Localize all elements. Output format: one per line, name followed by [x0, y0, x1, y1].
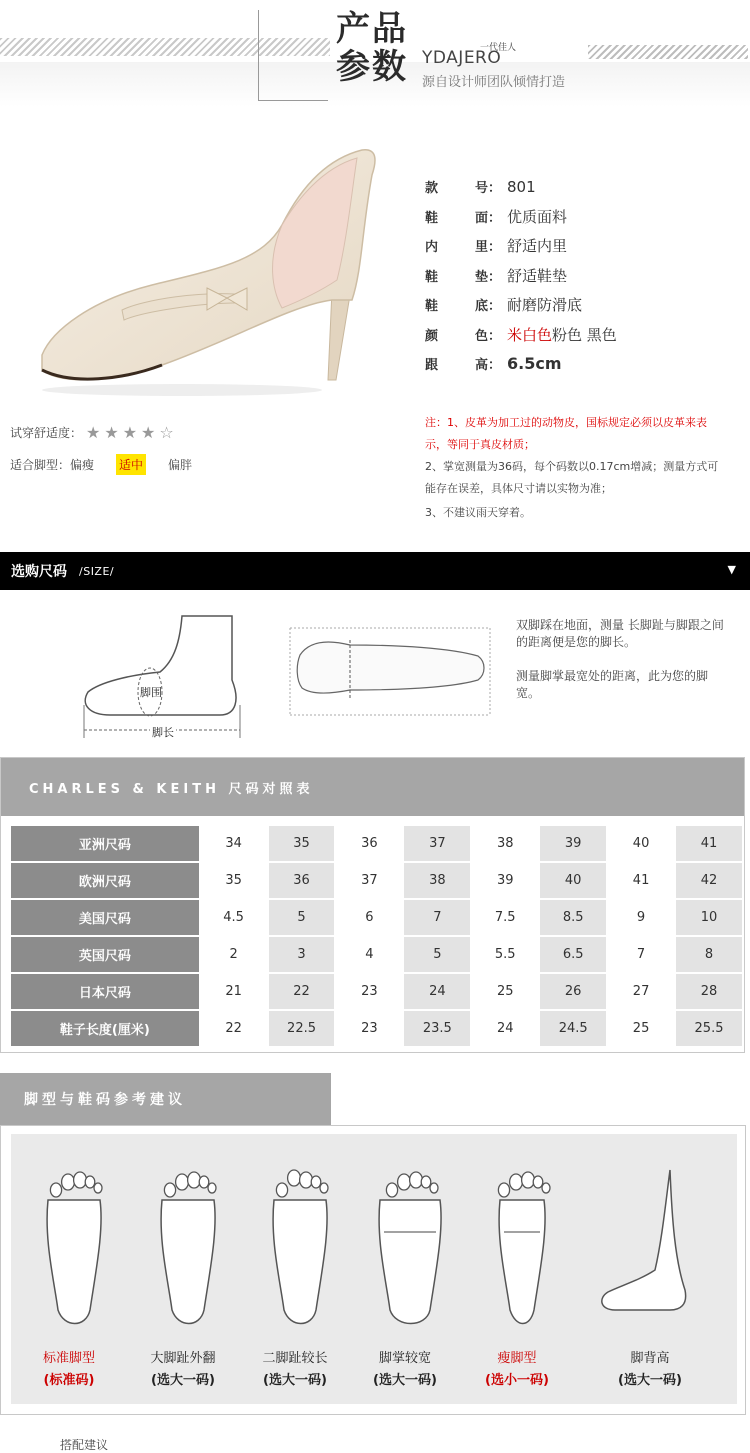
table-cell: 35: [269, 826, 335, 861]
table-cell: 23: [336, 1011, 402, 1046]
comfort-label: 试穿舒适度：: [10, 426, 83, 440]
table-cell: 9: [608, 900, 674, 935]
star-filled-icon: ★: [122, 423, 138, 442]
foot-type-name: 二脚趾较长: [262, 1351, 328, 1366]
spec-key: 款: [425, 181, 439, 197]
spec-row-sole: [425, 290, 617, 320]
size-chart-title: CHARLES & KEITH 尺码对照表: [1, 758, 744, 816]
table-cell: 5.5: [472, 937, 538, 972]
spec-list: [425, 172, 617, 379]
table-cell: 42: [676, 863, 742, 898]
table-cell: 7: [404, 900, 470, 935]
table-cell: 27: [608, 974, 674, 1009]
bunion-foot-icon: [138, 1160, 238, 1330]
table-cell: 5: [269, 900, 335, 935]
table-cell: 2: [201, 937, 267, 972]
foot-type-name: 大脚趾外翻: [150, 1351, 216, 1366]
table-cell: 7.5: [472, 900, 538, 935]
table-cell: 22: [269, 974, 335, 1009]
table-cell: 36: [336, 826, 402, 861]
table-cell: 25: [608, 1011, 674, 1046]
comfort-rating: [10, 423, 174, 442]
foot-type-label: [9, 1348, 129, 1392]
table-row: [11, 974, 742, 1009]
spec-key: 内: [425, 240, 439, 256]
note-item: 3、不建议雨天穿着。: [425, 506, 531, 519]
spec-key: 色：: [475, 328, 502, 344]
star-filled-icon: ★: [141, 423, 156, 442]
next-section-title: 搭配建议: [60, 1438, 109, 1452]
fit-selector: [10, 454, 214, 475]
spec-value: [507, 324, 617, 345]
table-cell: 37: [336, 863, 402, 898]
foot-type-name: 脚掌较宽: [378, 1351, 431, 1366]
table-cell: 5: [404, 937, 470, 972]
spec-key: 鞋: [425, 269, 439, 285]
size-recommendation: (选大一码): [373, 1373, 437, 1388]
table-cell: 24: [472, 1011, 538, 1046]
foot-type-label: [457, 1348, 577, 1392]
spec-value: 优质面料: [507, 207, 568, 226]
spec-row-model: [425, 172, 617, 202]
table-row: [11, 1011, 742, 1046]
table-row: [11, 826, 742, 861]
size-recommendation: (选大一码): [263, 1373, 327, 1388]
foot-type-name: 瘦脚型: [497, 1351, 537, 1366]
spec-row-lining: [425, 231, 617, 261]
note-item: 注：1、皮革为加工过的动物皮，国标规定必须以皮革来表示，等同于真皮材质；: [425, 416, 707, 451]
decorative-stripes-left: [0, 38, 330, 56]
chevron-down-icon: ▼: [727, 563, 736, 576]
table-cell: 35: [201, 863, 267, 898]
table-cell: 6: [336, 900, 402, 935]
page-title: 产品参数: [336, 9, 408, 87]
spec-value: 耐磨防滑底: [507, 296, 583, 315]
measure-instruction-width: 测量脚掌最宽处的距离，此为您的脚宽。: [516, 669, 709, 700]
spec-key: 号：: [475, 181, 502, 197]
table-cell: 3: [269, 937, 335, 972]
table-cell: 26: [540, 974, 606, 1009]
spec-value: 6.5cm: [507, 354, 562, 374]
divider: [258, 100, 328, 101]
table-cell: 23: [336, 974, 402, 1009]
row-header: 美国尺码: [11, 900, 199, 935]
star-filled-icon: ★: [86, 423, 101, 442]
spec-key: 面：: [475, 210, 502, 226]
foot-type-name: 脚背高: [630, 1351, 670, 1366]
header-subtitle: 源自设计师团队倾情打造: [422, 75, 566, 90]
spec-row-upper: [425, 202, 617, 232]
table-cell: 40: [540, 863, 606, 898]
table-cell: 41: [676, 826, 742, 861]
table-cell: 37: [404, 826, 470, 861]
spec-key: 垫：: [475, 269, 502, 285]
size-recommendation: (选小一码): [485, 1373, 549, 1388]
table-cell: 28: [676, 974, 742, 1009]
foot-type-label: [123, 1348, 243, 1392]
table-cell: 21: [201, 974, 267, 1009]
table-cell: 39: [472, 863, 538, 898]
measure-instruction-length: 双脚踩在地面，测量 长脚趾与脚跟之间的距离便是您的脚长。: [516, 618, 724, 649]
table-cell: 36: [269, 863, 335, 898]
star-empty-icon: ☆: [159, 423, 174, 442]
length-label: 脚长: [152, 726, 174, 739]
size-table: [9, 824, 744, 1048]
size-recommendation: (选大一码): [151, 1373, 215, 1388]
highlight-color: 米白色: [507, 325, 553, 344]
instep-label: 脚围: [140, 686, 162, 699]
table-cell: 10: [676, 900, 742, 935]
spec-key: 跟: [425, 358, 439, 374]
star-filled-icon: ★: [104, 423, 119, 442]
table-cell: 41: [608, 863, 674, 898]
table-cell: 34: [201, 826, 267, 861]
spec-key: 高：: [475, 358, 502, 374]
table-cell: 39: [540, 826, 606, 861]
table-cell: 8.5: [540, 900, 606, 935]
divider: [258, 10, 259, 100]
table-cell: 6.5: [540, 937, 606, 972]
standard-foot-icon: [24, 1160, 124, 1330]
table-cell: 24: [404, 974, 470, 1009]
table-row: [11, 863, 742, 898]
table-cell: 23.5: [404, 1011, 470, 1046]
spec-row-insole: [425, 261, 617, 291]
spec-row-color: [425, 320, 617, 350]
spec-key: 里：: [475, 240, 502, 256]
size-section-bar: [0, 552, 750, 590]
foot-type-label: [235, 1348, 355, 1392]
section-title: 选购尺码: [11, 564, 67, 580]
table-cell: 25: [472, 974, 538, 1009]
page-header: [0, 0, 750, 105]
foot-type-label: [345, 1348, 465, 1392]
spec-value: 舒适内里: [507, 237, 568, 256]
row-header: 鞋子长度(厘米): [11, 1011, 199, 1046]
other-colors: 粉色 黑色: [552, 325, 617, 344]
table-cell: 38: [472, 826, 538, 861]
table-cell: 40: [608, 826, 674, 861]
row-header: 亚洲尺码: [11, 826, 199, 861]
slim-foot-icon: [472, 1160, 572, 1330]
high-instep-foot-icon: [600, 1160, 700, 1330]
foot-type-label: [590, 1348, 710, 1392]
advice-title: 脚型与鞋码参考建议: [0, 1073, 331, 1125]
size-recommendation: (标准码): [43, 1373, 95, 1388]
spec-key: 底：: [475, 299, 502, 315]
table-cell: 4.5: [201, 900, 267, 935]
table-cell: 24.5: [540, 1011, 606, 1046]
foot-type-name: 标准脚型: [42, 1351, 95, 1366]
brand-logo: YDAJERO: [422, 48, 502, 68]
note-item: 2、掌宽测量为36码，每个码数以0.17cm增减；测量方式可能存在误差，具体尺寸请以实物为准；: [425, 460, 719, 495]
spec-row-heel: [425, 349, 617, 379]
table-cell: 8: [676, 937, 742, 972]
table-cell: 4: [336, 937, 402, 972]
shoe-product-image: [32, 140, 402, 400]
size-chart: [0, 757, 745, 1053]
brand-name-small: 一代佳人: [480, 43, 517, 53]
section-subtitle: /SIZE/: [79, 564, 115, 578]
table-cell: 22: [201, 1011, 267, 1046]
spec-value: 舒适鞋垫: [507, 266, 568, 285]
table-cell: 25.5: [676, 1011, 742, 1046]
table-cell: 38: [404, 863, 470, 898]
fit-option: 偏瘦: [70, 458, 95, 472]
fit-option: 偏胖: [168, 458, 193, 472]
long-second-toe-foot-icon: [250, 1160, 350, 1330]
notes: [425, 412, 725, 524]
spec-key: 鞋: [425, 299, 439, 315]
table-cell: 7: [608, 937, 674, 972]
table-row: [11, 900, 742, 935]
fit-option-selected: 适中: [116, 454, 146, 475]
spec-key: 颜: [425, 328, 439, 344]
size-recommendation: (选大一码): [618, 1373, 682, 1388]
spec-key: 鞋: [425, 210, 439, 226]
row-header: 日本尺码: [11, 974, 199, 1009]
row-header: 欧洲尺码: [11, 863, 199, 898]
table-row: [11, 937, 742, 972]
spec-value: 801: [507, 177, 536, 196]
fit-label: 适合脚型：: [10, 458, 71, 472]
decorative-stripes-right: [588, 45, 748, 59]
row-header: 英国尺码: [11, 937, 199, 972]
wide-foot-icon: [360, 1160, 460, 1330]
table-cell: 22.5: [269, 1011, 335, 1046]
